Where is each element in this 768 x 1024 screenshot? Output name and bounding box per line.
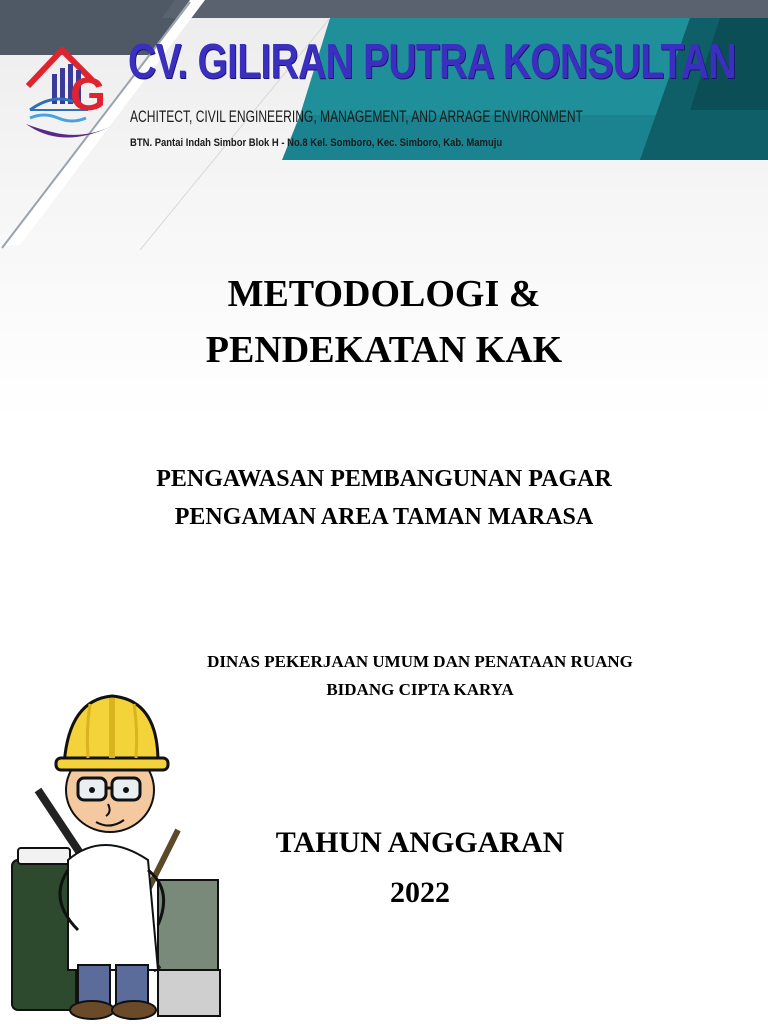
- company-tagline: ACHITECT, CIVIL ENGINEERING, MANAGEMENT, AND ARRAGE ENVIRONMENT: [130, 107, 583, 126]
- company-header: [0, 0, 768, 250]
- agency-line-1: DINAS PEKERJAAN UMUM DAN PENATAAN RUANG: [207, 652, 633, 671]
- project-line-1: PENGAWASAN PEMBANGUNAN PAGAR: [156, 466, 612, 492]
- agency-line-2: BIDANG CIPTA KARYA: [326, 680, 514, 699]
- document-title: [0, 266, 768, 378]
- project-line-2: PENGAMAN AREA TAMAN MARASA: [174, 504, 594, 530]
- year-value: 2022: [390, 876, 450, 909]
- company-logo-icon: [22, 40, 118, 148]
- logo-letter: G: [70, 68, 106, 120]
- company-name: CV. GILIRAN PUTRA KONSULTAN: [128, 35, 736, 89]
- project-name: [0, 460, 768, 536]
- title-line-1: METODOLOGI &: [227, 273, 541, 315]
- engineer-cartoon-icon: [8, 670, 223, 1020]
- year-label: TAHUN ANGGARAN: [275, 826, 565, 859]
- title-line-2: PENDEKATAN KAK: [205, 329, 563, 371]
- company-address: BTN. Pantai Indah Simbor Blok H - No.8 Kel. Somboro, Kec. Simboro, Kab. Mamuju: [130, 137, 503, 149]
